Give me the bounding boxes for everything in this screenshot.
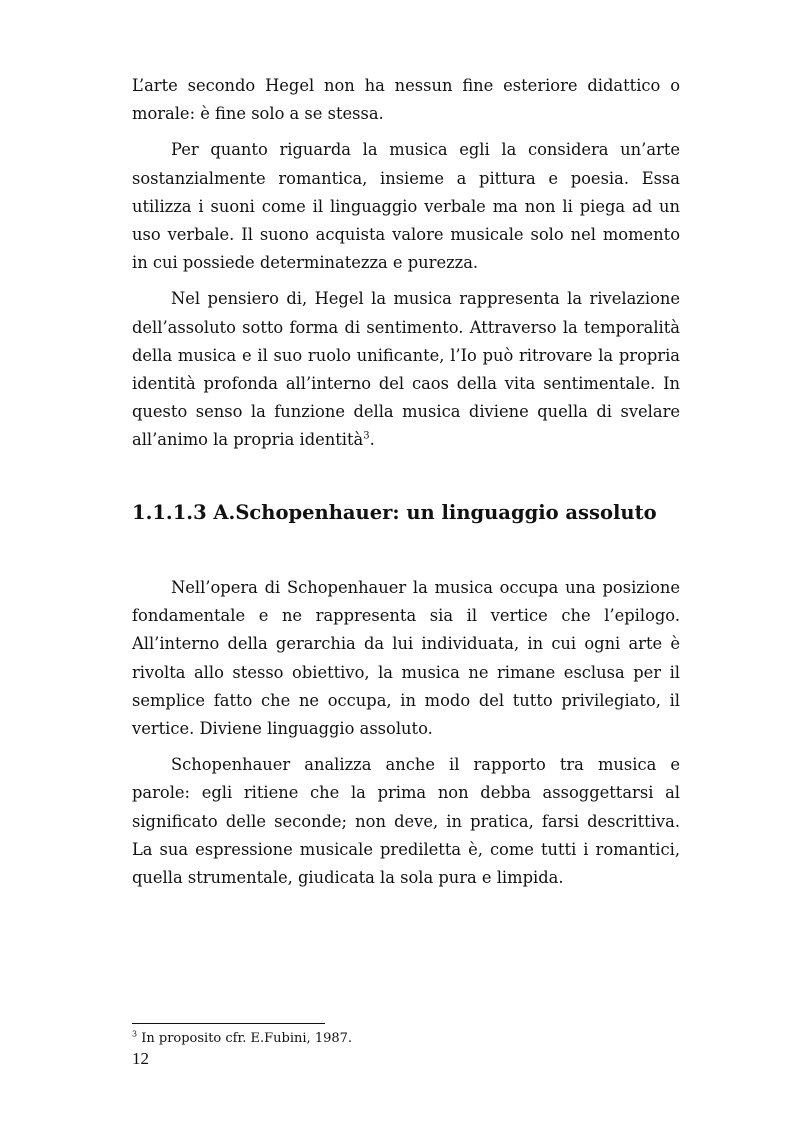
section-heading: 1.1.1.3 A.Schopenhauer: un linguaggio assoluto [132, 501, 657, 524]
footnote-text: In proposito cfr. E.Fubini, 1987. [137, 1031, 353, 1046]
paragraph-schopenhauer-words: Schopenhauer analizza anche il rapporto tra musica e parole: egli ritiene che la prima non debba assoggettarsi al significato delle seconde; non deve, in pratica, farsi descrittiva. La sua espressione musicale prediletta è, come tutti i romantici, quella strumentale, giudicata la sola pura e limpida. [132, 755, 680, 888]
footnote-reference[interactable]: 3 [363, 431, 370, 443]
paragraph-hegel-absolute [132, 285, 680, 454]
footnote-marker: 3 [132, 1029, 138, 1039]
footnote-divider [132, 1023, 325, 1024]
top-body-text [132, 72, 680, 455]
page-number: 12 [132, 1049, 149, 1068]
paragraph-hegel-art: L’arte secondo Hegel non ha nessun fine esteriore didattico o morale: è fine solo a se stessa. [132, 76, 680, 124]
paragraph-hegel-absolute-tail: . [369, 430, 375, 450]
footnote [132, 1031, 352, 1047]
paragraph-schopenhauer-position: Nell’opera di Schopenhauer la musica occupa una posizione fondamentale e ne rappresenta sia il vertice che l’epilogo. All’interno della gerarchia da lui individuata, in cui ogni arte è rivolta allo stesso obiettivo, la musica ne rimane esclusa per il semplice fatto che ne occupa, in modo del tutto privilegiato, il vertice. Diviene linguaggio assoluto. [132, 578, 680, 739]
paragraph-hegel-absolute-text: Nel pensiero di, Hegel la musica rappresenta la rivelazione dell’assoluto sotto forma di sentimento. Attraverso la temporalità della musica e il suo ruolo unificante, l’Io può ritrovare la propria identità profonda all’interno del caos della vita sentimentale. In questo senso la funzione della musica diviene quella di svelare all’animo la propria identità [132, 289, 680, 450]
bottom-body-text [132, 574, 680, 892]
paragraph-hegel-music-romantic: Per quanto riguarda la musica egli la considera un’arte sostanzialmente romantica, insieme a pittura e poesia. Essa utilizza i suoni come il linguaggio verbale ma non li piega ad un uso verbale. Il suono acquista valore musicale solo nel momento in cui possiede determinatezza e purezza. [132, 140, 680, 273]
